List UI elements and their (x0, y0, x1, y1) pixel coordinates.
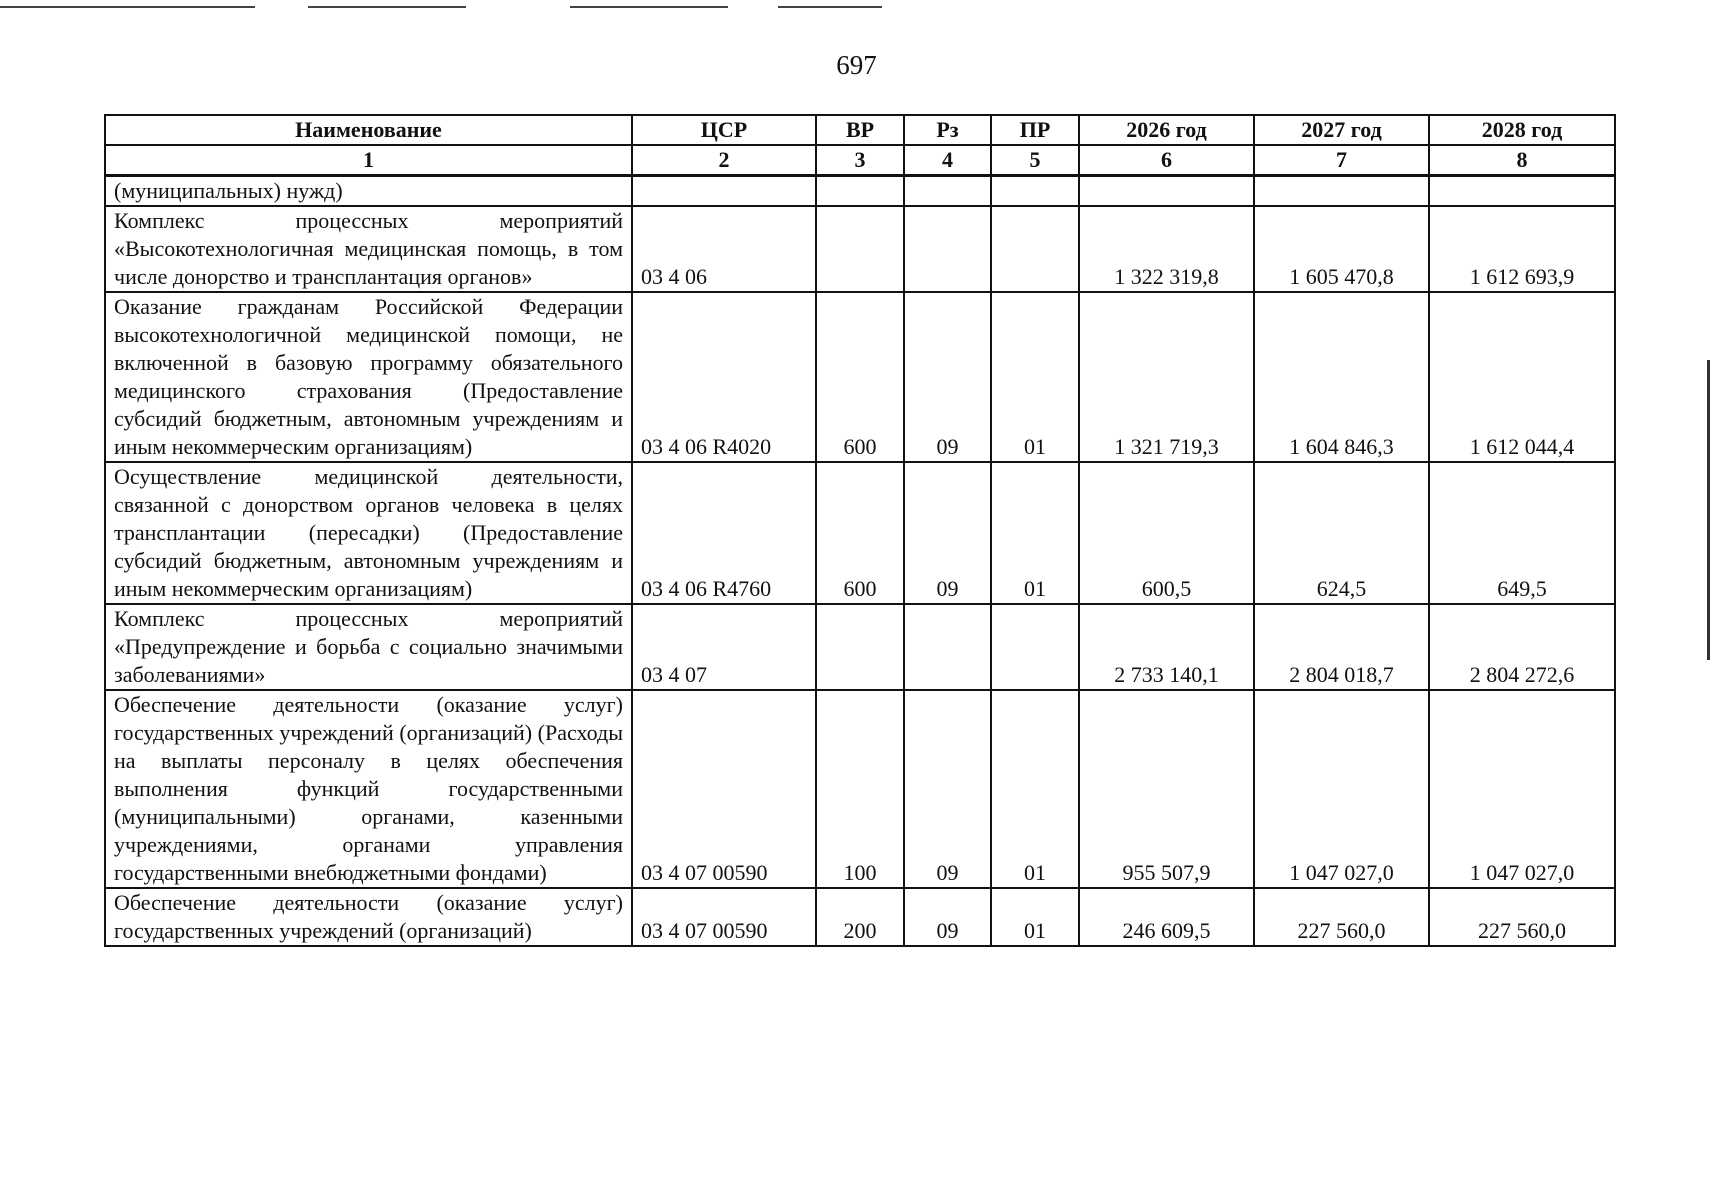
row-amount-2028: 2 804 272,6 (1429, 604, 1615, 690)
row-vr: 600 (816, 292, 904, 462)
row-rz: 09 (904, 292, 991, 462)
row-csr: 03 4 06 R4020 (632, 292, 816, 462)
row-pr: 01 (991, 462, 1079, 604)
table-row (105, 888, 1615, 946)
row-vr: 200 (816, 888, 904, 946)
column-number: 2 (632, 145, 816, 176)
scan-edge-line (308, 6, 466, 8)
row-pr: 01 (991, 292, 1079, 462)
page-number: 697 (836, 50, 877, 80)
row-amount-2028: 1 612 044,4 (1429, 292, 1615, 462)
column-number: 4 (904, 145, 991, 176)
row-amount-2027: 1 605 470,8 (1254, 206, 1429, 292)
row-amount-2026: 2 733 140,1 (1079, 604, 1254, 690)
scan-edge-line (778, 6, 882, 8)
column-number: 5 (991, 145, 1079, 176)
column-header: 2027 год (1254, 115, 1429, 145)
row-name: Осуществление медицинской деятельности, связанной с донорством органов человека в целях трансплантации (пересадки) (Предоставление субсидий бюджетным, автономным учреждениям и иным некоммерческим организациям) (105, 462, 632, 604)
row-rz: 09 (904, 888, 991, 946)
table-row (105, 292, 1615, 462)
scan-edge-line (570, 6, 728, 8)
row-csr (632, 176, 816, 207)
row-amount-2028: 1 047 027,0 (1429, 690, 1615, 888)
table-row (105, 604, 1615, 690)
column-header: Наименование (105, 115, 632, 145)
row-amount-2028: 1 612 693,9 (1429, 206, 1615, 292)
row-pr: 01 (991, 888, 1079, 946)
row-pr: 01 (991, 690, 1079, 888)
row-vr: 100 (816, 690, 904, 888)
row-vr: 600 (816, 462, 904, 604)
row-rz: 09 (904, 690, 991, 888)
row-csr: 03 4 07 00590 (632, 690, 816, 888)
column-number: 7 (1254, 145, 1429, 176)
column-number: 1 (105, 145, 632, 176)
row-amount-2028: 649,5 (1429, 462, 1615, 604)
scan-edge-line (0, 6, 255, 8)
row-vr (816, 604, 904, 690)
column-header: 2026 год (1079, 115, 1254, 145)
row-csr: 03 4 07 00590 (632, 888, 816, 946)
table-row (105, 462, 1615, 604)
row-rz (904, 604, 991, 690)
row-csr: 03 4 06 R4760 (632, 462, 816, 604)
row-amount-2027: 227 560,0 (1254, 888, 1429, 946)
row-amount-2028 (1429, 176, 1615, 207)
row-vr (816, 206, 904, 292)
row-amount-2027: 2 804 018,7 (1254, 604, 1429, 690)
row-amount-2027: 1 047 027,0 (1254, 690, 1429, 888)
column-number: 3 (816, 145, 904, 176)
budget-table (104, 114, 1616, 947)
row-name: Комплекс процессных мероприятий «Предупреждение и борьба с социально значимыми заболеваниями» (105, 604, 632, 690)
row-pr (991, 206, 1079, 292)
column-header: ЦСР (632, 115, 816, 145)
column-number-row (105, 145, 1615, 176)
row-vr (816, 176, 904, 207)
row-csr: 03 4 06 (632, 206, 816, 292)
row-amount-2026 (1079, 176, 1254, 207)
column-number: 8 (1429, 145, 1615, 176)
row-rz (904, 176, 991, 207)
row-amount-2027 (1254, 176, 1429, 207)
table-row (105, 690, 1615, 888)
row-amount-2026: 246 609,5 (1079, 888, 1254, 946)
row-name: Обеспечение деятельности (оказание услуг) государственных учреждений (организаций) (105, 888, 632, 946)
row-pr (991, 604, 1079, 690)
column-header: ПР (991, 115, 1079, 145)
row-name: Комплекс процессных мероприятий «Высокотехнологичная медицинская помощь, в том числе донорство и трансплантация органов» (105, 206, 632, 292)
column-header: ВР (816, 115, 904, 145)
row-csr: 03 4 07 (632, 604, 816, 690)
row-amount-2027: 624,5 (1254, 462, 1429, 604)
table-row (105, 176, 1615, 207)
column-number: 6 (1079, 145, 1254, 176)
scan-edge-line (1707, 360, 1710, 660)
column-header: Рз (904, 115, 991, 145)
row-rz: 09 (904, 462, 991, 604)
row-amount-2026: 955 507,9 (1079, 690, 1254, 888)
header-row (105, 115, 1615, 145)
row-amount-2027: 1 604 846,3 (1254, 292, 1429, 462)
row-pr (991, 176, 1079, 207)
row-amount-2026: 600,5 (1079, 462, 1254, 604)
row-name: (муниципальных) нужд) (105, 176, 632, 207)
row-amount-2026: 1 321 719,3 (1079, 292, 1254, 462)
row-name: Оказание гражданам Российской Федерации высокотехнологичной медицинской помощи, не включенной в базовую программу обязательного медицинского страхования (Предоставление субсидий бюджетным, автономным учреждениям и иным некоммерческим организациям) (105, 292, 632, 462)
row-amount-2026: 1 322 319,8 (1079, 206, 1254, 292)
column-header: 2028 год (1429, 115, 1615, 145)
row-name: Обеспечение деятельности (оказание услуг) государственных учреждений (организаций) (Расходы на выплаты персоналу в целях обеспечения выполнения функций государственными (муниципальными) органами, казенными учреждениями, органами управления государственными внебюджетными фондами) (105, 690, 632, 888)
row-rz (904, 206, 991, 292)
table-row (105, 206, 1615, 292)
row-amount-2028: 227 560,0 (1429, 888, 1615, 946)
